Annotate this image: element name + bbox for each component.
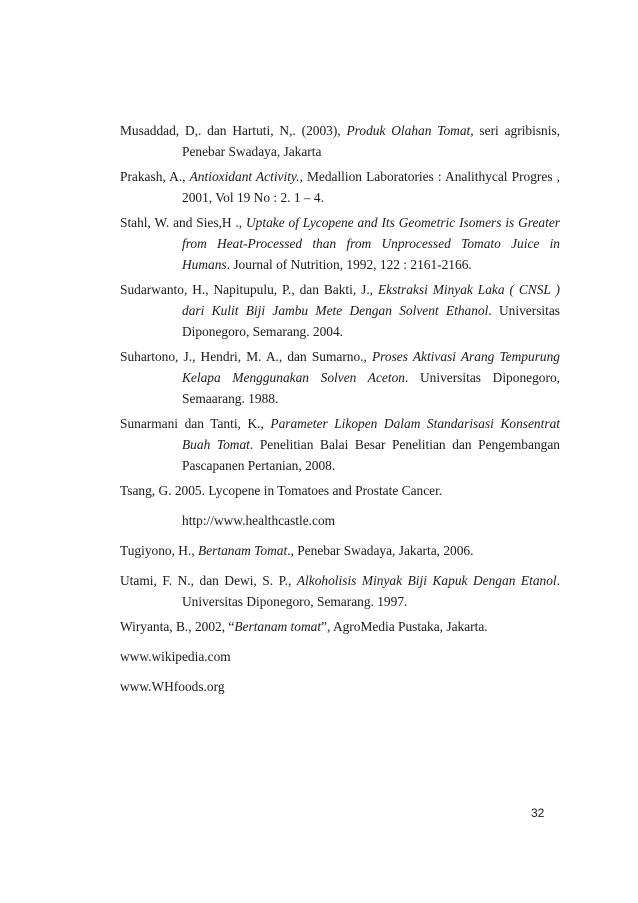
reference-authors: Suhartono, J., Hendri, M. A., dan Sumarno., — [120, 349, 372, 364]
reference-publisher: Medallion Laboratories : Analithycal Progres , 2001, Vol 19 No : 2. 1 – 4. — [182, 169, 560, 205]
reference-authors: Stahl, W. and Sies,H ., — [120, 215, 246, 230]
reference-title: Produk Olahan Tomat, — [346, 123, 474, 138]
reference-title: Uptake of Lycopene and Its Geometric Isomers is Greater from Heat-Processed than from Unprocessed Tomato Juice in Humans — [182, 215, 560, 272]
reference-entry — [120, 616, 560, 637]
reference-publisher: . Journal of Nutrition, 1992, 122 : 2161-2166. — [226, 257, 472, 272]
page-number: 32 — [531, 806, 545, 820]
reference-authors: Tsang, G. 2005. Lycopene in Tomatoes and Prostate Cancer. — [120, 483, 443, 498]
reference-authors: Wiryanta, B., 2002, “ — [120, 619, 235, 634]
reference-entry — [120, 166, 560, 208]
reference-website: www.wikipedia.com — [120, 649, 231, 664]
reference-publisher: . Penelitian Balai Besar Penelitian dan Pengembangan Pascapanen Pertanian, 2008. — [182, 437, 560, 473]
reference-entry — [120, 279, 560, 342]
reference-title: Bertanam tomat — [234, 619, 322, 634]
reference-authors: Prakash, A., — [120, 169, 190, 184]
reference-authors: Tugiyono, H., — [120, 543, 199, 558]
reference-website: www.WHfoods.org — [120, 679, 225, 694]
reference-entry — [120, 676, 560, 697]
reference-publisher: seri agribisnis, Penebar Swadaya, Jakarta — [182, 123, 561, 159]
reference-entry — [120, 346, 560, 409]
reference-authors: Utami, F. N., dan Dewi, S. P., — [120, 573, 297, 588]
reference-authors: Musaddad, D,. dan Hartuti, N,. (2003), — [120, 123, 347, 138]
reference-publisher: ”, AgroMedia Pustaka, Jakarta. — [321, 619, 488, 634]
reference-publisher: ., Penebar Swadaya, Jakarta, 2006. — [287, 543, 474, 558]
reference-entry — [120, 120, 560, 162]
reference-title: Bertanam Tomat — [198, 543, 288, 558]
reference-publisher: . Universitas Diponegoro, Semarang. 2004. — [182, 303, 560, 339]
reference-entry — [120, 646, 560, 667]
reference-title: Proses Aktivasi Arang Tempurung Kelapa Menggunakan Solven Aceton — [182, 349, 560, 385]
reference-entry — [120, 480, 560, 531]
reference-title: Antioxidant Activity., — [189, 169, 303, 184]
reference-entry — [120, 212, 560, 275]
reference-title: Parameter Likopen Dalam Standarisasi Konsentrat Buah Tomat — [182, 416, 560, 452]
reference-entry — [120, 540, 560, 561]
reference-authors: Sudarwanto, H., Napitupulu, P., dan Bakti, J., — [120, 282, 378, 297]
reference-title: Ekstraksi Minyak Laka ( CNSL ) dari Kulit Biji Jambu Mete Dengan Solvent Ethanol — [182, 282, 560, 318]
reference-publisher: . Universitas Diponegoro, Semarang. 1997. — [182, 573, 561, 609]
reference-entry — [120, 570, 560, 612]
reference-publisher: . Universitas Diponegoro, Semaarang. 1988. — [182, 370, 560, 406]
reference-title: Alkoholisis Minyak Biji Kapuk Dengan Etanol — [296, 573, 557, 588]
reference-entry — [120, 413, 560, 476]
reference-list — [120, 120, 560, 697]
reference-authors: Sunarmani dan Tanti, K., — [120, 416, 271, 431]
reference-url: http://www.healthcastle.com — [182, 513, 336, 528]
